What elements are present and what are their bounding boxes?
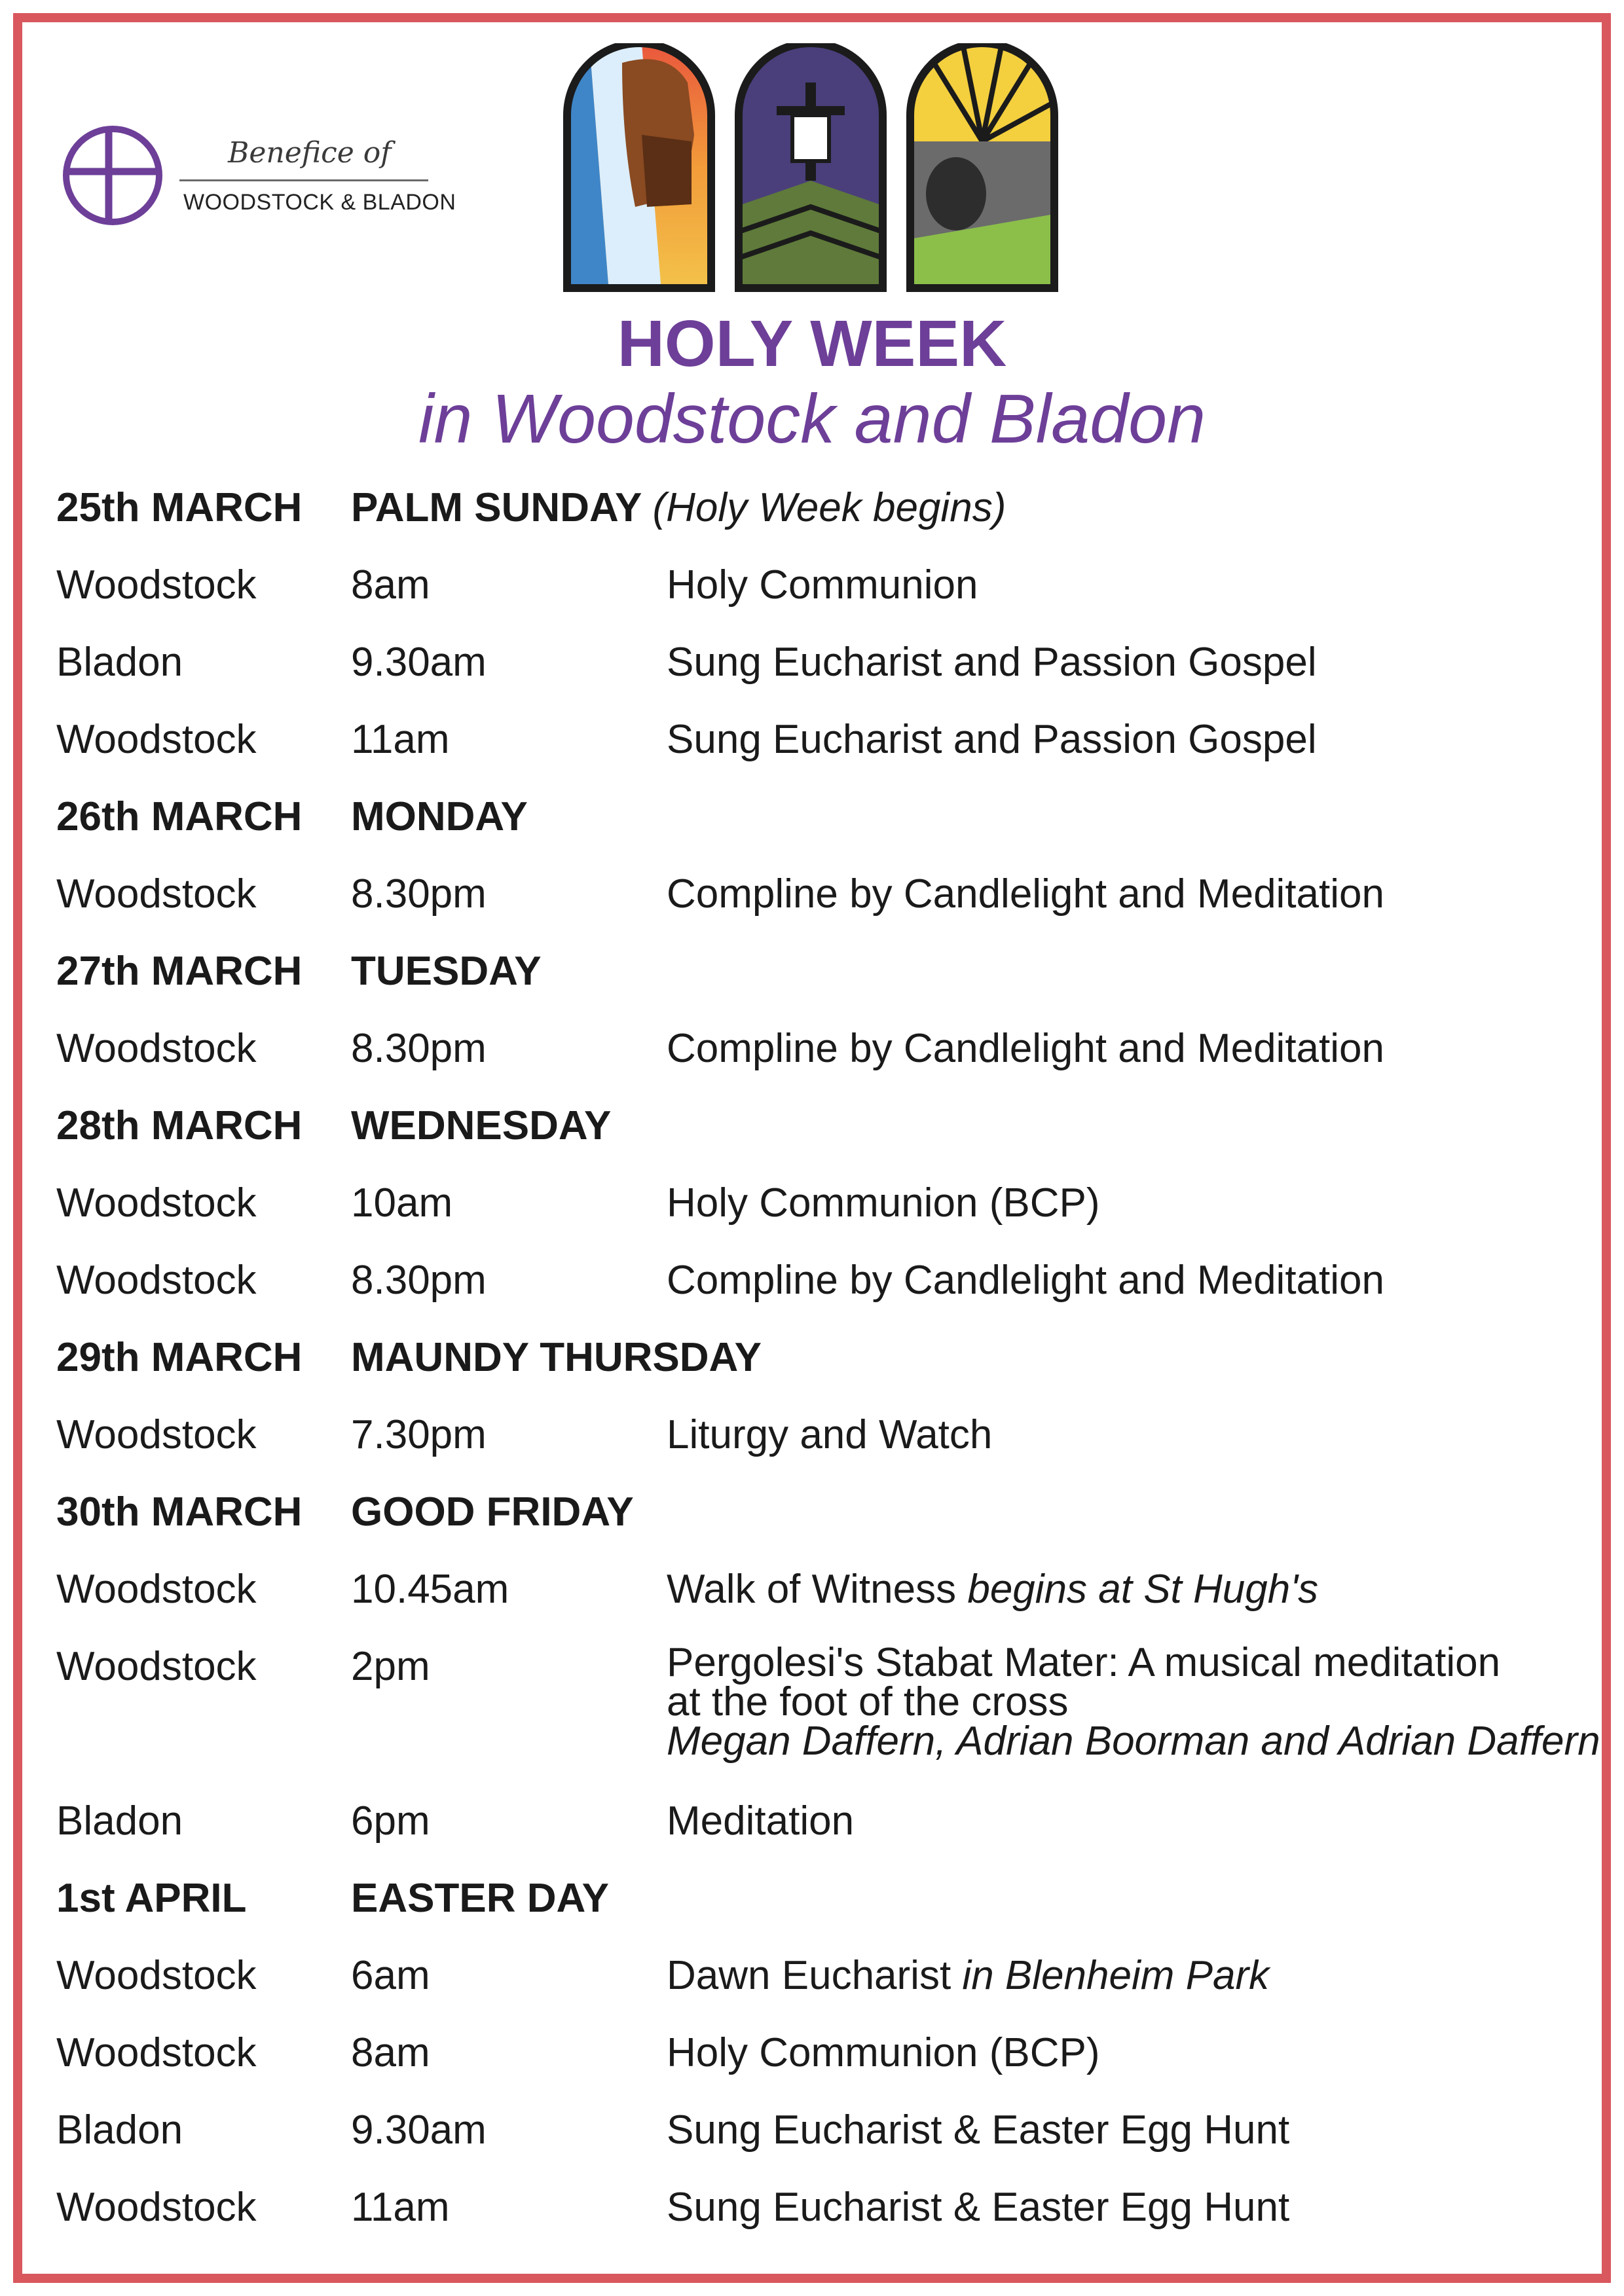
- day-date: 25th MARCH: [56, 485, 303, 530]
- service-row: [0, 871, 1624, 948]
- service-place: Woodstock: [56, 1644, 257, 1689]
- window-figure: [563, 43, 715, 292]
- service-description: Meditation: [667, 1798, 855, 1844]
- service-time: 10.45am: [351, 1567, 509, 1612]
- service-time: 8am: [351, 2030, 430, 2075]
- service-description: Sung Eucharist & Easter Egg Hunt: [667, 2107, 1290, 2153]
- service-place: Woodstock: [56, 2030, 257, 2075]
- service-row: [0, 1798, 1624, 1875]
- service-description-line2: at the foot of the cross: [667, 1679, 1069, 1724]
- service-row: [0, 1025, 1624, 1102]
- day-date: 26th MARCH: [56, 794, 303, 839]
- service-row: [0, 1412, 1624, 1489]
- service-description: Holy Communion (BCP): [667, 1180, 1100, 1226]
- service-place: Woodstock: [56, 1567, 257, 1612]
- service-description: Compline by Candlelight and Meditation: [667, 871, 1384, 917]
- service-time: 10am: [351, 1180, 453, 1226]
- service-row: [0, 1566, 1624, 1643]
- benefice-label: Benefice of: [228, 136, 392, 170]
- service-row: [0, 1952, 1624, 2030]
- service-time: 2pm: [351, 1644, 430, 1689]
- service-row: [0, 639, 1624, 716]
- day-name: GOOD FRIDAY: [351, 1489, 634, 1535]
- service-description: Holy Communion (BCP): [667, 2030, 1100, 2075]
- service-time: 6am: [351, 1953, 430, 1998]
- service-description: Liturgy and Watch: [667, 1412, 993, 1457]
- day-date: 28th MARCH: [56, 1103, 303, 1148]
- day-date: 1st APRIL: [56, 1876, 247, 1921]
- window-cross: [735, 43, 887, 292]
- service-row: [0, 2030, 1624, 2107]
- service-description: Sung Eucharist & Easter Egg Hunt: [667, 2185, 1290, 2230]
- service-row: [0, 2184, 1624, 2261]
- service-description: Holy Communion: [667, 562, 978, 608]
- service-place: Bladon: [56, 1798, 183, 1844]
- benefice-logo: [60, 123, 456, 228]
- window-tomb: [906, 43, 1058, 292]
- logo-divider: [179, 179, 428, 181]
- service-row: [0, 1180, 1624, 1257]
- day-header: [0, 1875, 1624, 1952]
- service-place: Bladon: [56, 2107, 183, 2153]
- service-place: Woodstock: [56, 717, 257, 762]
- day-header: [0, 484, 1624, 562]
- service-place: Bladon: [56, 640, 183, 685]
- page-title: HOLY WEEK: [617, 307, 1007, 380]
- service-description: Compline by Candlelight and Meditation: [667, 1258, 1384, 1303]
- service-time: 8am: [351, 562, 430, 608]
- day-name: TUESDAY: [351, 949, 542, 994]
- service-place: Woodstock: [56, 1026, 257, 1071]
- service-time: 8.30pm: [351, 1026, 487, 1071]
- day-header: [0, 948, 1624, 1025]
- day-name: MAUNDY THURSDAY: [351, 1335, 762, 1380]
- day-header: [0, 1489, 1624, 1566]
- day-note: (Holy Week begins): [652, 485, 1006, 530]
- service-time: 8.30pm: [351, 871, 487, 917]
- service-description: Pergolesi's Stabat Mater: A musical meditation at the foot of the cross Megan Daffern, Adrian Boorman and Adrian Daffern: [667, 1640, 1600, 1764]
- service-row: [0, 562, 1624, 639]
- service-time: 9.30am: [351, 2107, 487, 2153]
- service-location-note: begins at St Hugh's: [967, 1567, 1319, 1612]
- performers: Megan Daffern, Adrian Boorman and Adrian Daffern: [667, 1719, 1600, 1764]
- service-time: 11am: [351, 2185, 450, 2230]
- service-time: 6pm: [351, 1798, 430, 1844]
- page-subtitle: in Woodstock and Bladon: [418, 380, 1206, 458]
- service-time: 11am: [351, 717, 450, 762]
- service-description: Sung Eucharist and Passion Gospel: [667, 717, 1317, 762]
- service-description: Sung Eucharist and Passion Gospel: [667, 640, 1317, 685]
- cross-circle-icon: [60, 123, 172, 228]
- day-name: PALM SUNDAY (Holy Week begins): [351, 485, 1006, 530]
- service-location-note: in Blenheim Park: [962, 1953, 1270, 1998]
- day-header: [0, 1334, 1624, 1412]
- day-name: WEDNESDAY: [351, 1103, 612, 1148]
- day-header: [0, 793, 1624, 871]
- service-place: Woodstock: [56, 562, 257, 608]
- day-date: 27th MARCH: [56, 949, 303, 994]
- day-name: MONDAY: [351, 794, 528, 839]
- day-date: 29th MARCH: [56, 1335, 303, 1380]
- stained-glass-windows: [563, 43, 1058, 292]
- service-place: Woodstock: [56, 1953, 257, 1998]
- service-place: Woodstock: [56, 1180, 257, 1226]
- service-time: 7.30pm: [351, 1412, 487, 1457]
- service-row: [0, 2107, 1624, 2184]
- service-description: Compline by Candlelight and Meditation: [667, 1026, 1384, 1071]
- service-row: [0, 1640, 1624, 1798]
- service-time: 8.30pm: [351, 1258, 487, 1303]
- service-description: Dawn Eucharist in Blenheim Park: [667, 1953, 1270, 1998]
- service-time: 9.30am: [351, 640, 487, 685]
- parish-name: WOODSTOCK & BLADON: [183, 190, 456, 215]
- day-name: EASTER DAY: [351, 1876, 609, 1921]
- service-place: Woodstock: [56, 2185, 257, 2230]
- day-header: [0, 1102, 1624, 1180]
- service-place: Woodstock: [56, 1412, 257, 1457]
- service-row: [0, 716, 1624, 793]
- service-place: Woodstock: [56, 1258, 257, 1303]
- service-description: Walk of Witness begins at St Hugh's: [667, 1567, 1319, 1612]
- service-place: Woodstock: [56, 871, 257, 917]
- service-row: [0, 1257, 1624, 1334]
- day-date: 30th MARCH: [56, 1489, 303, 1535]
